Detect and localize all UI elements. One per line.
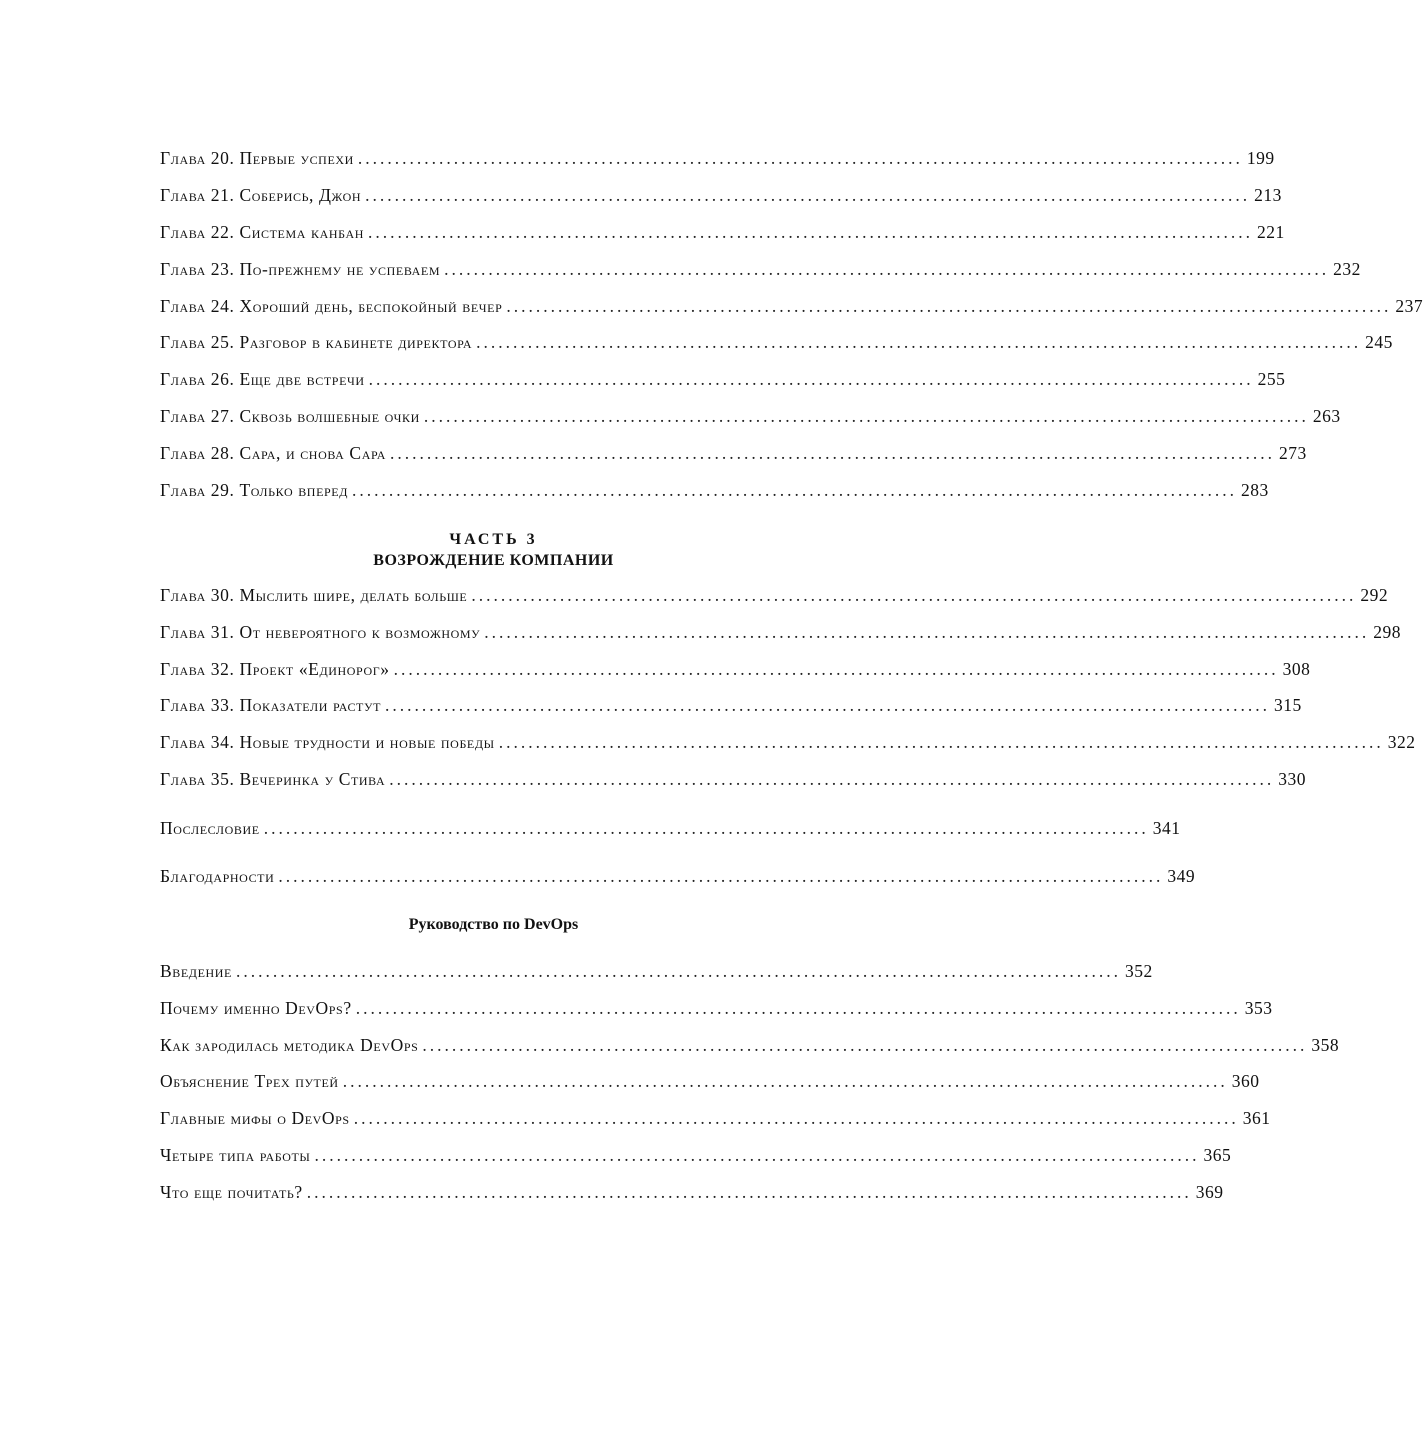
toc-entry [160, 406, 1341, 434]
toc-entry-page: 221 [1256, 222, 1285, 242]
leader-dots: ........................................................................................................................ [367, 222, 1253, 242]
toc-entry-label: Глава 35. Вечеринка у Стива [160, 769, 386, 789]
leader-dots: ........................................................................................................................ [357, 148, 1243, 168]
toc-entry-label: Глава 27. Сквозь волшебные очки [160, 406, 420, 426]
toc-entry-label: Глава 22. Система канбан [160, 222, 364, 242]
toc-entry-page: 353 [1244, 998, 1273, 1018]
toc-entry-page: 322 [1387, 732, 1416, 752]
toc-entry [160, 961, 1153, 989]
toc-entry [160, 695, 1302, 723]
toc-entry [160, 369, 1286, 397]
toc-entry-page: 292 [1360, 585, 1389, 605]
toc-entry-label: Благодарности [160, 866, 275, 886]
toc-entry-page: 232 [1333, 259, 1361, 279]
leader-dots: ........................................................................................................................ [278, 866, 1164, 886]
toc-entry-label: Глава 21. Соберись, Джон [160, 185, 362, 205]
toc-entry-label: Глава 33. Показатели растут [160, 695, 382, 715]
leader-dots: ........................................................................................................................ [355, 998, 1241, 1018]
leader-dots: ........................................................................................................................ [476, 332, 1362, 352]
toc-entry-label: Глава 25. Разговор в кабинете директора [160, 332, 473, 352]
toc-entry-page: 298 [1373, 622, 1402, 642]
leader-dots: ........................................................................................................................ [498, 732, 1384, 752]
toc-entry [160, 1182, 1224, 1210]
toc-entry [160, 222, 1285, 250]
toc-entry-label: Введение [160, 961, 232, 981]
toc-entry [160, 185, 1282, 213]
toc-entry [160, 732, 1416, 760]
toc-entry-label: Почему именно DevOps? [160, 998, 352, 1018]
toc-entry [160, 148, 1275, 176]
toc-entry-acknowledgements [160, 866, 1196, 894]
leader-dots: ........................................................................................................................ [444, 259, 1330, 279]
leader-dots: ........................................................................................................................ [385, 695, 1271, 715]
leader-dots: ........................................................................................................................ [368, 369, 1254, 389]
leader-dots: ........................................................................................................................ [422, 1035, 1308, 1055]
part-title-heading: ВОЗРОЖДЕНИЕ КОМПАНИИ [373, 552, 614, 569]
toc-entry [160, 998, 1273, 1026]
toc-entry-label: Глава 20. Первые успехи [160, 148, 354, 168]
toc-entry-label: Глава 32. Проект «Единорог» [160, 659, 390, 679]
toc-entry [160, 769, 1307, 797]
toc-entry-page: 361 [1242, 1108, 1271, 1128]
leader-dots: ........................................................................................................................ [484, 622, 1370, 642]
toc-entry-label: Глава 30. Мыслить шире, делать больше [160, 585, 468, 605]
toc-entry [160, 1145, 1232, 1173]
toc-entry [160, 1071, 1260, 1099]
toc-entry [160, 585, 1389, 613]
toc-entry-label: Что еще почитать? [160, 1182, 303, 1202]
toc-entry [160, 443, 1307, 471]
toc-entry-page: 360 [1231, 1071, 1260, 1091]
toc-entry-page: 365 [1203, 1145, 1232, 1165]
toc-entry-label: Глава 23. По-прежнему не успеваем [160, 259, 441, 279]
toc-entry-label: Четыре типа работы [160, 1145, 311, 1165]
toc-entry-label: Как зародилась методика DevOps [160, 1035, 419, 1055]
toc-entry-page: 341 [1152, 818, 1181, 838]
toc-entry-page: 283 [1240, 480, 1269, 500]
toc-entry-page: 273 [1278, 443, 1307, 463]
toc-entry-page: 315 [1274, 695, 1302, 715]
toc-entry [160, 296, 1423, 324]
toc-entry [160, 332, 1393, 360]
toc-entry [160, 1035, 1340, 1063]
part-number-heading: ЧАСТЬ 3 [449, 531, 538, 548]
leader-dots: ........................................................................................................................ [471, 585, 1357, 605]
toc-entry [160, 1108, 1271, 1136]
toc-entry-page: 369 [1195, 1182, 1224, 1202]
toc-entry-page: 263 [1312, 406, 1341, 426]
leader-dots: ........................................................................................................................ [263, 818, 1149, 838]
toc-entry-afterword [160, 818, 1181, 846]
toc-entry [160, 480, 1269, 508]
leader-dots: ........................................................................................................................ [353, 1108, 1239, 1128]
toc-entry [160, 622, 1402, 650]
leader-dots: ........................................................................................................................ [314, 1145, 1200, 1165]
leader-dots: ........................................................................................................................ [389, 443, 1275, 463]
toc-entry-page: 213 [1254, 185, 1282, 205]
guide-heading: Руководство по DevOps [408, 916, 579, 933]
leader-dots: ........................................................................................................................ [351, 480, 1237, 500]
toc-entry-label: Глава 28. Сара, и снова Сара [160, 443, 386, 463]
toc-entry-label: Глава 26. Еще две встречи [160, 369, 365, 389]
toc-entry-page: 349 [1167, 866, 1196, 886]
leader-dots: ........................................................................................................................ [389, 769, 1275, 789]
toc-entry-page: 245 [1365, 332, 1393, 352]
toc-entry-page: 358 [1311, 1035, 1340, 1055]
toc-entry-label: Глава 31. От невероятного к возможному [160, 622, 481, 642]
leader-dots: ........................................................................................................................ [423, 406, 1309, 426]
leader-dots: ........................................................................................................................ [365, 185, 1251, 205]
toc-entry [160, 259, 1361, 287]
toc-entry [160, 659, 1311, 687]
toc-entry-label: Объяснение Трех путей [160, 1071, 339, 1091]
toc-entry-page: 308 [1282, 659, 1311, 679]
toc-entry-page: 352 [1124, 961, 1153, 981]
toc-entry-label: Главные мифы о DevOps [160, 1108, 350, 1128]
leader-dots: ........................................................................................................................ [393, 659, 1279, 679]
toc-entry-page: 255 [1257, 369, 1286, 389]
leader-dots: ........................................................................................................................ [306, 1182, 1192, 1202]
toc-entry-page: 199 [1246, 148, 1275, 168]
toc-entry-label: Глава 34. Новые трудности и новые победы [160, 732, 495, 752]
toc-entry-label: Глава 24. Хороший день, беспокойный вечер [160, 296, 503, 316]
toc-entry-label: Глава 29. Только вперед [160, 480, 348, 500]
leader-dots: ........................................................................................................................ [235, 961, 1121, 981]
toc-entry-label: Послесловие [160, 818, 260, 838]
toc-entry-page: 237 [1395, 296, 1423, 316]
leader-dots: ........................................................................................................................ [506, 296, 1392, 316]
toc-entry-page: 330 [1278, 769, 1307, 789]
leader-dots: ........................................................................................................................ [342, 1071, 1228, 1091]
